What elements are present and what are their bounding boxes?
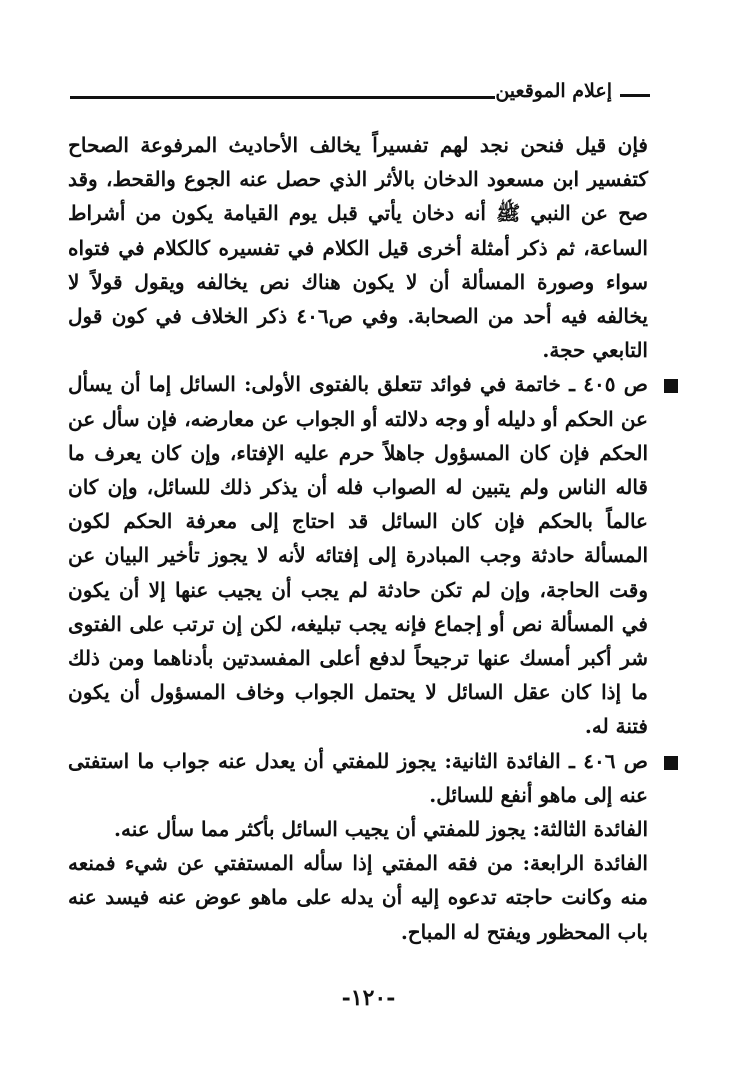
page-body [68, 128, 648, 949]
square-bullet-icon [664, 379, 678, 393]
bullet-paragraph-406 [68, 744, 648, 812]
paragraph-4: الفائدة الثالثة: يجوز للمفتي أن يجيب السائل بأكثر مما سأل عنه. [114, 817, 648, 842]
page-header [70, 80, 650, 110]
header-rule [70, 96, 495, 99]
paragraph-5: الفائدة الرابعة: من فقه المفتي إذا سأله المستفتي عن شيء فمنعه منه وكانت حاجته تدعوه إليه أن يدله على ماهو عوض عنه فيسد عنه باب المحظور ويفتح له المباح. [68, 851, 648, 944]
page-number: -١٢٠- [341, 985, 396, 1011]
square-bullet-icon [664, 756, 678, 770]
paragraph-3: ص ٤٠٦ ـ الفائدة الثانية: يجوز للمفتي أن يعدل عنه جواب ما استفتى عنه إلى ماهو أنفع للسائل. [68, 748, 648, 807]
paragraph-2: ص ٤٠٥ ـ خاتمة في فوائد تتعلق بالفتوى الأولى: السائل إما أن يسأل عن الحكم أو دليله أو وجه دلالته أو الجواب عن معارضه، فإن سأل عن الحكم فإن كان المسؤول جاهلاً حرم عليه الإفتاء، وإن كان يعرف ما قاله الناس ولم يتبين له الصواب فله أن يذكر ذلك للسائل، وإن كان عالماً بالحكم فإن كان السائل قد احتاج إلى معرفة الحكم لكون المسألة حادثة وجب المبادرة إلى إفتائه لأنه لا يجوز تأخير البيان عن وقت الحاجة، وإن لم تكن حادثة لم يجب أن يجيب عنها إلا أن يكون في المسألة نص أو إجماع فإنه يجب تبليغه، لكن إن ترتب على الفتوى شر أكبر أمسك عنها ترجيحاً لدفع أعلى المفسدتين بأدناهما ومن ذلك ما إذا كان عقل السائل لا يحتمل الجواب وخاف المسؤول أن يكون فتنة له. [68, 372, 648, 739]
paragraph-1: فإن قيل فنحن نجد لهم تفسيراً يخالف الأحاديث المرفوعة الصحاح كتفسير ابن مسعود الدخان بالأثر الذي حصل عنه الجوع والقحط، وقد صح عن النبي ﷺ أنه دخان يأتي قبل يوم القيامة يكون من أشراط الساعة، ثم ذكر أمثلة أخرى قيل الكلام في تفسيره كالكلام في فتواه سواء وصورة المسألة أن لا يكون هناك نص يخالفه ويقول قولاً لا يخالفه فيه أحد من الصحابة. وفي ص٤٠٦ ذكر الخلاف في كون قول التابعي حجة. [68, 133, 648, 363]
bullet-paragraph-405 [68, 367, 648, 743]
header-dash [620, 94, 650, 97]
running-header-title: إعلام الموقعين [495, 80, 612, 102]
